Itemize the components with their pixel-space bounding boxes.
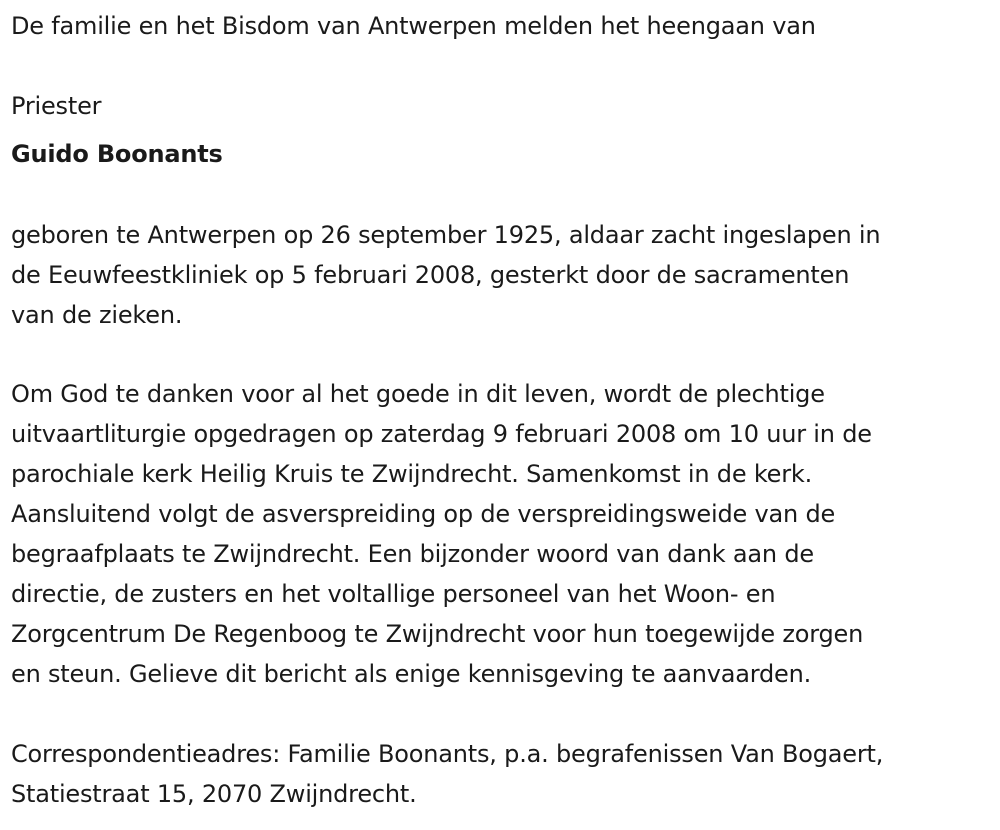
paragraph-line: van de zieken. bbox=[11, 301, 183, 329]
paragraph-line: uitvaartliturgie opgedragen op zaterdag 9 februari 2008 om 10 uur in de bbox=[11, 420, 872, 448]
paragraph-line: de Eeuwfeestkliniek op 5 februari 2008, gesterkt door de sacramenten bbox=[11, 261, 850, 289]
funeral-paragraph bbox=[11, 374, 872, 694]
paragraph-line: en steun. Gelieve dit bericht als enige kennisgeving te aanvaarden. bbox=[11, 660, 812, 688]
correspondence-paragraph bbox=[11, 734, 883, 814]
paragraph-line: Zorgcentrum De Regenboog te Zwijndrecht voor hun toegewijde zorgen bbox=[11, 620, 864, 648]
paragraph-line: directie, de zusters en het voltallige personeel van het Woon- en bbox=[11, 580, 776, 608]
paragraph-line: Statiestraat 15, 2070 Zwijndrecht. bbox=[11, 780, 417, 808]
deceased-name: Guido Boonants bbox=[11, 140, 223, 168]
paragraph-line: Om God te danken voor al het goede in dit leven, wordt de plechtige bbox=[11, 380, 825, 408]
paragraph-line: Aansluitend volgt de asverspreiding op de verspreidingsweide van de bbox=[11, 500, 836, 528]
paragraph-line: begraafplaats te Zwijndrecht. Een bijzonder woord van dank aan de bbox=[11, 540, 814, 568]
paragraph-line: Correspondentieadres: Familie Boonants, p.a. begrafenissen Van Bogaert, bbox=[11, 740, 884, 768]
paragraph-line: geboren te Antwerpen op 26 september 1925, aldaar zacht ingeslapen in bbox=[11, 221, 881, 249]
intro-text: De familie en het Bisdom van Antwerpen melden het heengaan van bbox=[11, 12, 816, 40]
deceased-title: Priester bbox=[11, 92, 102, 120]
birth-death-paragraph bbox=[11, 215, 880, 335]
paragraph-line: parochiale kerk Heilig Kruis te Zwijndrecht. Samenkomst in de kerk. bbox=[11, 460, 813, 488]
